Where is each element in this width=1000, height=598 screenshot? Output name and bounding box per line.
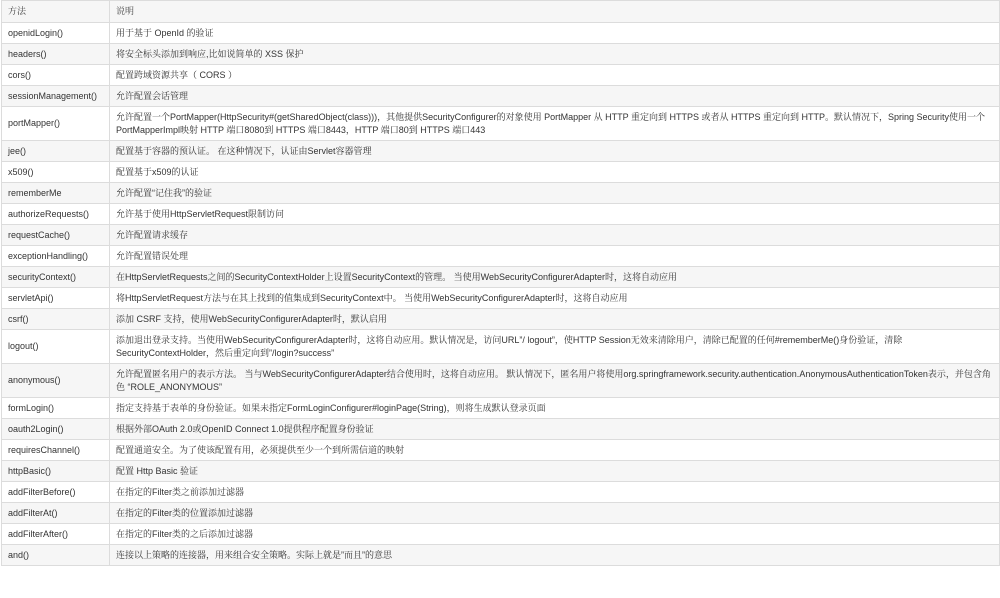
method-cell: securityContext() [2, 267, 110, 288]
method-cell: and() [2, 545, 110, 566]
table-row [2, 183, 1000, 204]
description-cell: 添加退出登录支持。当使用WebSecurityConfigurerAdapter时，这将自动应用。默认情况是，访问URL”/ logout”，使HTTP Session无效来清除用户，清除已配置的任何#rememberMe()身份验证，清除SecurityContextHolder，然后重定向到”/login?success” [110, 330, 1000, 364]
table-row [2, 440, 1000, 461]
table-row [2, 204, 1000, 225]
description-cell: 将HttpServletRequest方法与在其上找到的值集成到SecurityContext中。 当使用WebSecurityConfigurerAdapter时，这将自动应用 [110, 288, 1000, 309]
method-cell: x509() [2, 162, 110, 183]
table-row [2, 461, 1000, 482]
table-row [2, 225, 1000, 246]
description-cell: 用于基于 OpenId 的验证 [110, 23, 1000, 44]
method-cell: addFilterAt() [2, 503, 110, 524]
description-cell: 在指定的Filter类之前添加过滤器 [110, 482, 1000, 503]
table-header-row [2, 1, 1000, 23]
table-row [2, 330, 1000, 364]
description-cell: 允许配置请求缓存 [110, 225, 1000, 246]
description-cell: 配置跨域资源共享（ CORS ） [110, 65, 1000, 86]
description-cell: 在HttpServletRequests之间的SecurityContextHolder上设置SecurityContext的管理。 当使用WebSecurityConfigurerAdapter时，这将自动应用 [110, 267, 1000, 288]
methods-table [1, 0, 1000, 566]
description-cell: 允许配置匿名用户的表示方法。 当与WebSecurityConfigurerAdapter结合使用时，这将自动应用。 默认情况下，匿名用户将使用org.springframework.security.authentication.AnonymousAuthenticationToken表示，并包含角色 “ROLE_ANONYMOUS” [110, 364, 1000, 398]
description-cell: 根据外部OAuth 2.0或OpenID Connect 1.0提供程序配置身份验证 [110, 419, 1000, 440]
description-cell: 指定支持基于表单的身份验证。如果未指定FormLoginConfigurer#loginPage(String)，则将生成默认登录页面 [110, 398, 1000, 419]
table-row [2, 398, 1000, 419]
table-row [2, 246, 1000, 267]
method-cell: csrf() [2, 309, 110, 330]
table-row [2, 162, 1000, 183]
table-row [2, 309, 1000, 330]
method-cell: requiresChannel() [2, 440, 110, 461]
method-cell: servletApi() [2, 288, 110, 309]
method-cell: rememberMe [2, 183, 110, 204]
description-cell: 允许配置错误处理 [110, 246, 1000, 267]
method-cell: logout() [2, 330, 110, 364]
description-cell: 添加 CSRF 支持，使用WebSecurityConfigurerAdapter时，默认启用 [110, 309, 1000, 330]
method-cell: addFilterBefore() [2, 482, 110, 503]
method-cell: addFilterAfter() [2, 524, 110, 545]
table-row [2, 23, 1000, 44]
table-row [2, 65, 1000, 86]
description-cell: 将安全标头添加到响应,比如说简单的 XSS 保护 [110, 44, 1000, 65]
method-cell: formLogin() [2, 398, 110, 419]
method-cell: authorizeRequests() [2, 204, 110, 225]
table-row [2, 44, 1000, 65]
table-row [2, 267, 1000, 288]
table-body [2, 23, 1000, 566]
table-row [2, 288, 1000, 309]
table-row [2, 107, 1000, 141]
method-cell: headers() [2, 44, 110, 65]
table-row [2, 503, 1000, 524]
description-cell: 在指定的Filter类的之后添加过滤器 [110, 524, 1000, 545]
description-cell: 配置基于容器的预认证。 在这种情况下，认证由Servlet容器管理 [110, 141, 1000, 162]
description-cell: 连接以上策略的连接器，用来组合安全策略。实际上就是”而且”的意思 [110, 545, 1000, 566]
method-cell: portMapper() [2, 107, 110, 141]
method-cell: cors() [2, 65, 110, 86]
method-cell: jee() [2, 141, 110, 162]
method-cell: sessionManagement() [2, 86, 110, 107]
method-cell: anonymous() [2, 364, 110, 398]
description-cell: 允许配置会话管理 [110, 86, 1000, 107]
table-row [2, 545, 1000, 566]
table-row [2, 419, 1000, 440]
description-cell: 配置 Http Basic 验证 [110, 461, 1000, 482]
table-row [2, 141, 1000, 162]
column-header-description: 说明 [110, 1, 1000, 23]
table-row [2, 482, 1000, 503]
table-row [2, 364, 1000, 398]
method-cell: requestCache() [2, 225, 110, 246]
description-cell: 允许配置一个PortMapper(HttpSecurity#(getSharedObject(class)))，其他提供SecurityConfigurer的对象使用 PortMapper 从 HTTP 重定向到 HTTPS 或者从 HTTPS 重定向到 HTTP。默认情况下，Spring Security使用一个PortMapperImpl映射 HTTP 端口8080到 HTTPS 端口8443，HTTP 端口80到 HTTPS 端口443 [110, 107, 1000, 141]
description-cell: 允许配置“记住我”的验证 [110, 183, 1000, 204]
method-cell: httpBasic() [2, 461, 110, 482]
description-cell: 配置基于x509的认证 [110, 162, 1000, 183]
column-header-method: 方法 [2, 1, 110, 23]
description-cell: 允许基于使用HttpServletRequest限制访问 [110, 204, 1000, 225]
method-cell: oauth2Login() [2, 419, 110, 440]
description-cell: 在指定的Filter类的位置添加过滤器 [110, 503, 1000, 524]
table-row [2, 86, 1000, 107]
description-cell: 配置通道安全。为了使该配置有用，必须提供至少一个到所需信道的映射 [110, 440, 1000, 461]
method-cell: openidLogin() [2, 23, 110, 44]
table-row [2, 524, 1000, 545]
method-cell: exceptionHandling() [2, 246, 110, 267]
